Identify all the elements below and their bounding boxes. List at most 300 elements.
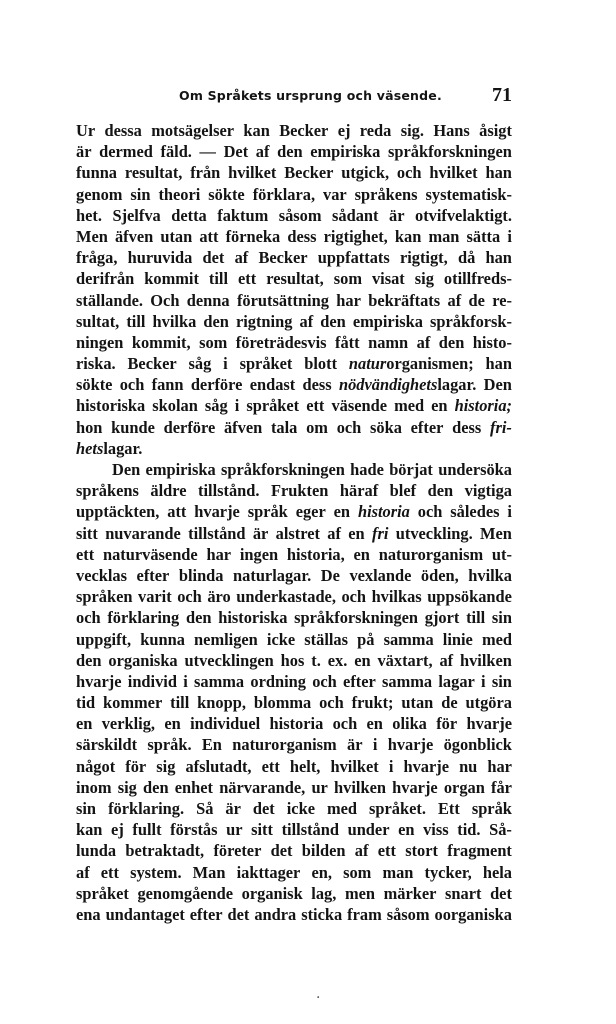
word: är [389,205,405,225]
text-line [76,756,512,777]
word: språk. [147,735,192,755]
word: med [394,396,425,416]
word: af [416,332,431,352]
word: sin [76,799,97,818]
word: språket [76,883,129,903]
word: företrädesvis [235,332,327,352]
word: fått [335,332,360,352]
word: Hans [433,121,470,140]
text-line [76,840,512,861]
word: hvilken [460,650,512,670]
word: då [457,248,476,268]
word: är [225,799,241,818]
word: af [76,862,90,882]
word: närvarande, [219,777,306,797]
word: ej [111,820,124,840]
word: re- [492,290,512,310]
word: och [319,693,344,713]
word: histo- [472,332,512,352]
word: viss [423,820,449,840]
word: empiriska [352,311,423,331]
text-line [76,671,512,692]
word: han [485,354,512,374]
word: blott [304,354,338,374]
word: utveckling. [395,523,473,543]
word: naturorganismen; [348,354,474,374]
word: hon [76,417,103,437]
word: Sjelfva [112,205,161,225]
word: af [299,311,314,331]
word: och [312,671,337,691]
word: fragment [447,841,512,861]
text-line [76,650,512,671]
word: till [126,311,146,331]
word: såsom [386,904,430,924]
word: språket [246,396,300,416]
word: i [223,354,228,374]
word: historiska [76,396,146,416]
word: sig [117,777,137,797]
word: förklaring. [108,799,185,818]
page-number: 71 [492,84,512,106]
word: linie [442,629,473,649]
word: blef [389,481,417,501]
word: detta [171,205,207,225]
word: sticka [301,904,343,924]
text-line [76,544,512,565]
word: hvilka [468,565,512,585]
word: organisk [241,883,303,903]
text-line [76,883,512,904]
word: lag, [311,883,337,903]
word: de [468,290,485,310]
word: denna [186,290,230,310]
word: dess [452,417,482,437]
word: nödvändighetslagar. [338,375,477,395]
word: det [227,904,250,924]
word: organiska [108,650,178,670]
word: dessa [104,121,142,140]
word: i [507,226,512,246]
word: den [185,608,212,628]
word: ingen [239,544,279,564]
word: betraktadt, [125,841,205,861]
word: ett [306,396,325,416]
word: resultat, [266,269,324,289]
word: var [323,184,347,204]
running-title: Om Språkets ursprung och väsende. [179,88,442,103]
text-line [76,713,512,734]
word: som [343,862,372,882]
word: sådant [332,205,379,225]
word: ej [337,121,351,140]
text-line [76,353,512,374]
text-line [76,247,512,268]
text-line [76,162,512,183]
word: fram [347,904,382,924]
word: icke [286,799,315,818]
word: språkens [76,481,139,501]
word: ett [377,841,396,861]
word: förklara, [252,184,316,204]
word: med [481,629,512,649]
word: och [119,375,145,395]
word: systematisk- [425,184,512,204]
word: empiriska [310,142,381,162]
word: skolan [152,396,198,416]
word: samma [382,671,433,691]
word: den [438,332,465,352]
word: söka [370,417,402,437]
word: snart [445,883,482,903]
word: ordning [250,671,306,691]
word: man [382,862,414,882]
word: het. [76,205,102,225]
word: Så- [489,820,512,840]
word: har [206,544,232,564]
word: tid. [457,820,481,840]
word: en [333,502,351,522]
word: kunde [111,417,155,437]
text-line [76,607,512,628]
word: en [398,820,415,840]
word: af [447,290,462,310]
word: är [252,523,269,543]
word: Becker [127,354,177,374]
word: vecklas [76,565,127,585]
word: som [333,269,362,289]
word: Man [192,862,226,882]
word: naturorganism [378,544,484,564]
word: utvecklingen [184,650,274,670]
word: sig [414,269,434,289]
word: är [347,735,363,755]
word: såg [188,354,212,374]
word: märker [383,883,437,903]
text-line [76,268,512,289]
word: kommit, [131,332,191,352]
word: individ [127,671,177,691]
word: i [372,735,378,755]
word: af [439,650,454,670]
word: lunda [76,841,117,861]
word: Men [480,523,512,543]
word: i [481,671,486,691]
word: bilden [301,841,346,861]
word: hvilket [429,163,478,183]
word: Men [76,226,108,246]
word: tillstånd [281,820,339,840]
word: det [270,841,293,861]
word: en [366,714,383,734]
word: sin [491,671,512,691]
text-line [76,692,512,713]
word: från [190,163,221,183]
word: reda [359,121,392,140]
word: iakttager [236,862,301,882]
word: De [320,565,340,585]
word: genomgående [137,883,234,903]
word: huruvida [127,248,193,268]
word: väsende [331,396,388,416]
word: till [170,693,190,713]
word: med [326,799,358,818]
word: underkastade, [236,587,336,607]
word: eger [295,502,326,522]
word: Så [196,799,214,818]
word: i [234,396,240,416]
text-line [76,374,512,395]
word: har [336,290,361,310]
text-line [76,184,512,205]
word: de [441,693,458,713]
word: den [203,311,229,331]
word: samma [383,629,434,649]
word: dess [302,375,332,395]
word: fann [151,375,184,395]
word: Becker [284,163,334,183]
word: ena [76,904,101,924]
word: särskildt [76,735,138,755]
word: utgick, [341,163,390,183]
word: kan [394,226,422,246]
word: men [344,883,375,903]
word: språken [76,587,133,607]
word: det [202,248,225,268]
word: motsägelser [151,121,235,140]
word: hetslagar. [76,438,143,458]
word: hvilket [228,163,277,183]
word: äldre [150,481,187,501]
word: och [332,714,358,734]
word: kan [76,820,103,840]
word: kommer [103,693,163,713]
text-line [76,226,512,247]
word: empiriska [145,460,216,479]
word: af [255,142,270,162]
word: resultat, [124,163,183,183]
word: det [490,883,512,903]
word: verklig, [101,714,155,734]
word: knopp, [197,693,246,713]
word: icke [266,629,296,649]
word: språket. [369,799,426,818]
text-line [76,523,512,544]
word: historia [357,502,410,522]
word: organ [443,777,485,797]
word: hvilka [152,311,197,331]
word: hvarje [392,777,438,797]
word: kunna [140,629,185,649]
word: hela [482,862,512,882]
word: och [396,163,422,183]
word: sätta [466,226,501,246]
word: förklaring [107,608,180,628]
word: att [199,226,219,246]
word: sitt [76,523,98,543]
word: en [348,523,365,543]
word: får [491,777,512,797]
word: språkforskningen [388,142,512,162]
word: hvarje [76,671,122,691]
text-line [76,417,512,438]
word: afslutadt, [185,756,252,776]
word: förneka [225,226,281,246]
word: hvarje [194,502,240,522]
word: nu [459,756,478,776]
word: fri- [490,417,512,437]
word: derifrån [76,269,135,289]
text-line [76,141,512,162]
word: den [76,650,102,670]
word: — [199,142,216,162]
word: tillstånd [188,523,246,543]
page-mark: · [316,990,321,1006]
word: såsom [278,205,322,225]
word: riska. [76,354,116,374]
word: naturväsende [102,544,198,564]
word: vigtiga [464,481,512,501]
word: i [388,756,394,776]
word: sin [130,184,151,204]
word: efter [343,671,376,691]
word: hvarje [387,735,434,755]
word: tillstånd. [198,481,260,501]
word: tid [76,693,96,713]
word: otillfreds- [443,269,512,289]
word: blinda [178,565,224,585]
word: hvilken [334,777,386,797]
word: hvarje [403,756,449,776]
word: språkforsk- [430,311,512,331]
word: sig. [400,121,424,140]
word: för [125,756,147,776]
word: det [252,799,275,818]
word: Det [223,142,249,162]
text-line [76,904,512,925]
text-line [76,862,512,883]
word: häraf [339,481,379,501]
word: den [277,142,303,162]
word: och [76,608,101,628]
word: en [76,714,93,734]
word: på [357,629,375,649]
word: individuel [190,714,261,734]
text-line [76,777,512,798]
text-line [76,120,512,141]
word: ställas [304,629,348,649]
word: sig [156,756,176,776]
word: Den [112,460,141,479]
word: efter [410,417,444,437]
word: den [427,481,454,501]
word: oorganiska [434,904,512,924]
word: andra [254,904,297,924]
word: utan [160,226,193,246]
word: kommit [144,269,199,289]
word: utan [401,693,434,713]
word: inom [76,777,112,797]
word: äro [207,587,231,607]
word: i [183,671,188,691]
word: af [354,841,369,861]
word: ur [226,820,243,840]
word: stort [405,841,438,861]
word: således [450,502,500,522]
word: företer [213,841,262,861]
word: varit [138,587,172,607]
word: otvifvelaktigt. [415,205,512,225]
word: är [76,142,92,162]
word: hvilket [330,756,379,776]
text-line [76,734,512,755]
text-line [76,480,512,501]
text-line [76,501,512,522]
word: sin [491,608,512,628]
word: dermed [99,142,153,162]
word: ut- [491,544,512,564]
body-text [76,120,512,925]
word: visat [371,269,405,289]
word: språkforskningen [220,460,345,479]
word: den [143,777,169,797]
word: dess [287,226,317,246]
word: tycker, [424,862,472,882]
word: efter [189,904,223,924]
word: ningen [76,332,124,352]
word: och [336,417,362,437]
word: blomma [253,693,312,713]
word: upptäckten, [76,502,160,522]
word: En [201,735,222,755]
running-head [76,86,512,108]
text-line [76,395,512,416]
word: undersöka [438,460,512,479]
word: efter [136,565,170,585]
text-line [76,205,512,226]
word: uppfattats [317,248,390,268]
word: fråga, [76,248,118,268]
word: förstås [170,820,218,840]
word: en, [311,862,332,882]
word: han [485,163,512,183]
word: uppgift, [76,629,132,649]
word: tala [270,417,298,437]
word: ögonblick [443,735,512,755]
word: vexlande [349,565,412,585]
word: och [177,587,202,607]
word: hos [280,650,305,670]
word: genom [76,184,123,204]
word: språkens [354,184,418,204]
word: samma [194,671,245,691]
word: enhet [174,777,213,797]
word: som [199,332,228,352]
word: undantaget [105,904,185,924]
word: Becker [258,248,308,268]
word: om [306,417,328,437]
word: en [164,714,181,734]
text-line [76,798,512,819]
word: under [347,820,390,840]
word: hvilkas [371,587,422,607]
text-line [76,586,512,607]
word: naturlagar. [233,565,312,585]
word: naturorganism [232,735,337,755]
text-line [76,290,512,311]
word: att [167,502,187,522]
word: Becker [279,121,329,140]
